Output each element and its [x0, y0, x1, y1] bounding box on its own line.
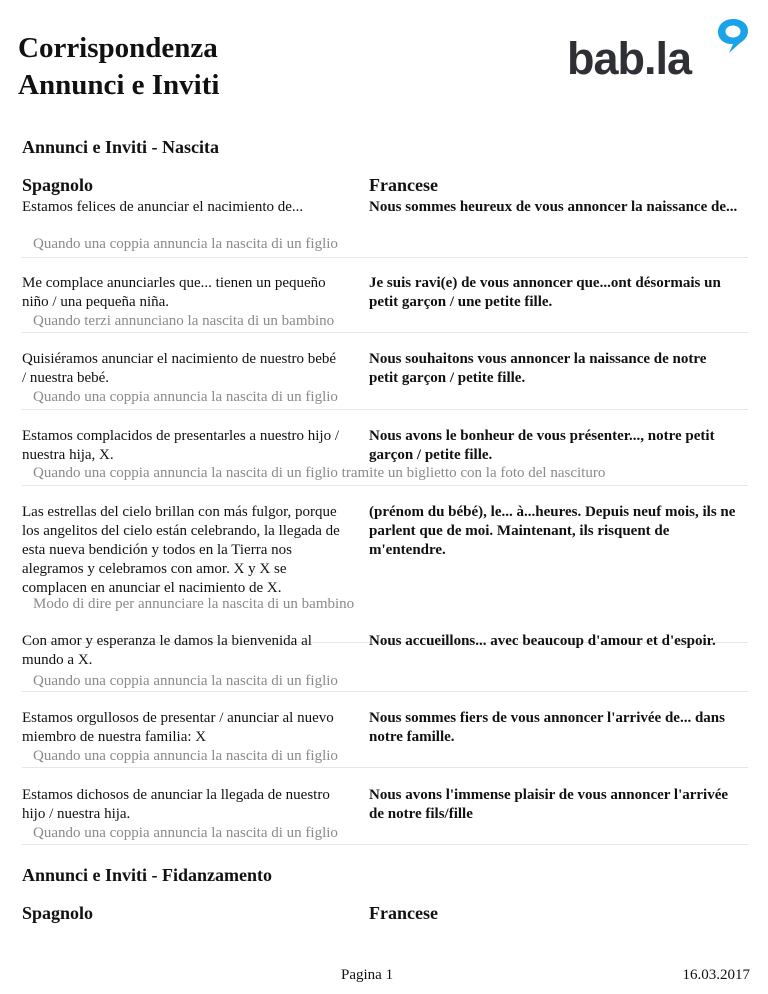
- phrase-target: Nous accueillons... avec beaucoup d'amour et d'espoir.: [369, 633, 716, 649]
- phrase-target: Je suis ravi(e) de vous annoncer que...ont désormais un petit garçon / une petite fille.: [369, 275, 721, 310]
- phrase-usage-note: Quando una coppia annuncia la nascita di un figlio: [33, 236, 338, 252]
- phrase-source: Estamos felices de anunciar el nacimiento de...: [22, 199, 304, 215]
- phrase-target: Nous sommes heureux de vous annoncer la naissance de...: [369, 199, 738, 215]
- phrase-entry: [22, 427, 748, 486]
- phrase-source: Me complace anunciarles que... tienen un pequeño niño / una pequeña niña.: [22, 275, 326, 310]
- phrase-source: Las estrellas del cielo brillan con más fulgor, porque los angelitos del cielo están celebrando, la llegada de esta nueva bendición y todos en la Tierra nos alegramos y celebramos con amor. X y X se complacen en anunciar el nacimiento de X.: [22, 504, 340, 596]
- phrase-usage-note: Quando una coppia annuncia la nascita di un figlio tramite un biglietto con la foto del nascituro: [33, 465, 606, 481]
- phrase-target: Nous avons l'immense plaisir de vous annoncer l'arrivée de notre fils/fille: [369, 787, 729, 822]
- phrase-source: Con amor y esperanza le damos la bienvenida al mundo a X.: [22, 633, 312, 668]
- phrase-entry: [22, 709, 748, 768]
- phrase-target: Nous avons le bonheur de vous présenter..., notre petit garçon / petite fille.: [369, 428, 715, 463]
- phrase-source: Estamos dichosos de anunciar la llegada de nuestro hijo / nuestra hija.: [22, 787, 330, 822]
- page-title-line1: Corrispondenza: [18, 32, 218, 64]
- phrase-entry: [22, 632, 748, 692]
- phrase-usage-note: Quando una coppia annuncia la nascita di un figlio: [33, 748, 338, 764]
- phrase-usage-note: Modo di dire per annunciare la nascita di un bambino: [33, 596, 355, 612]
- phrase-entry: [22, 786, 748, 845]
- phrase-target: Nous sommes fiers de vous annoncer l'arrivée de... dans notre famille.: [369, 710, 725, 745]
- column-header-target: Francese: [369, 175, 438, 195]
- page-number: Pagina 1: [341, 967, 394, 983]
- phrase-entry: [22, 350, 748, 410]
- phrase-entry: [22, 198, 748, 258]
- phrase-entry: [22, 274, 748, 333]
- phrase-source: Estamos complacidos de presentarles a nuestro hijo / nuestra hija, X.: [22, 428, 339, 463]
- page-title: [18, 30, 219, 104]
- phrase-entry: [22, 503, 748, 643]
- babla-logo: [567, 16, 753, 84]
- phrase-usage-note: Quando una coppia annuncia la nascita di un figlio: [33, 673, 338, 689]
- section-heading-nascita: Annunci e Inviti - Nascita: [22, 137, 220, 157]
- phrase-target: Nous souhaitons vous annoncer la naissance de notre petit garçon / petite fille.: [369, 351, 707, 386]
- section-heading-fidanzamento: Annunci e Inviti - Fidanzamento: [22, 865, 273, 885]
- phrase-usage-note: Quando terzi annunciano la nascita di un bambino: [33, 313, 335, 329]
- phrase-target: (prénom du bébé), le... à...heures. Depuis neuf mois, ils ne parlent que de moi. Maintenant, ils risquent de m'entendre.: [369, 504, 736, 558]
- phrase-usage-note: Quando una coppia annuncia la nascita di un figlio: [33, 389, 338, 405]
- logo-text: bab.la: [567, 33, 692, 84]
- column-header-source: Spagnolo: [22, 175, 94, 195]
- phrase-usage-note: Quando una coppia annuncia la nascita di un figlio: [33, 825, 338, 841]
- footer-date: 16.03.2017: [682, 967, 750, 983]
- page-title-line2: Annunci e Inviti: [18, 69, 220, 101]
- column-header-source: Spagnolo: [22, 903, 94, 923]
- speech-bubble-icon: [715, 16, 751, 56]
- phrase-source: Estamos orgullosos de presentar / anunciar al nuevo miembro de nuestra familia: X: [22, 710, 334, 745]
- phrase-source: Quisiéramos anunciar el nacimiento de nuestro bebé / nuestra bebé.: [22, 351, 337, 386]
- column-header-target: Francese: [369, 903, 438, 923]
